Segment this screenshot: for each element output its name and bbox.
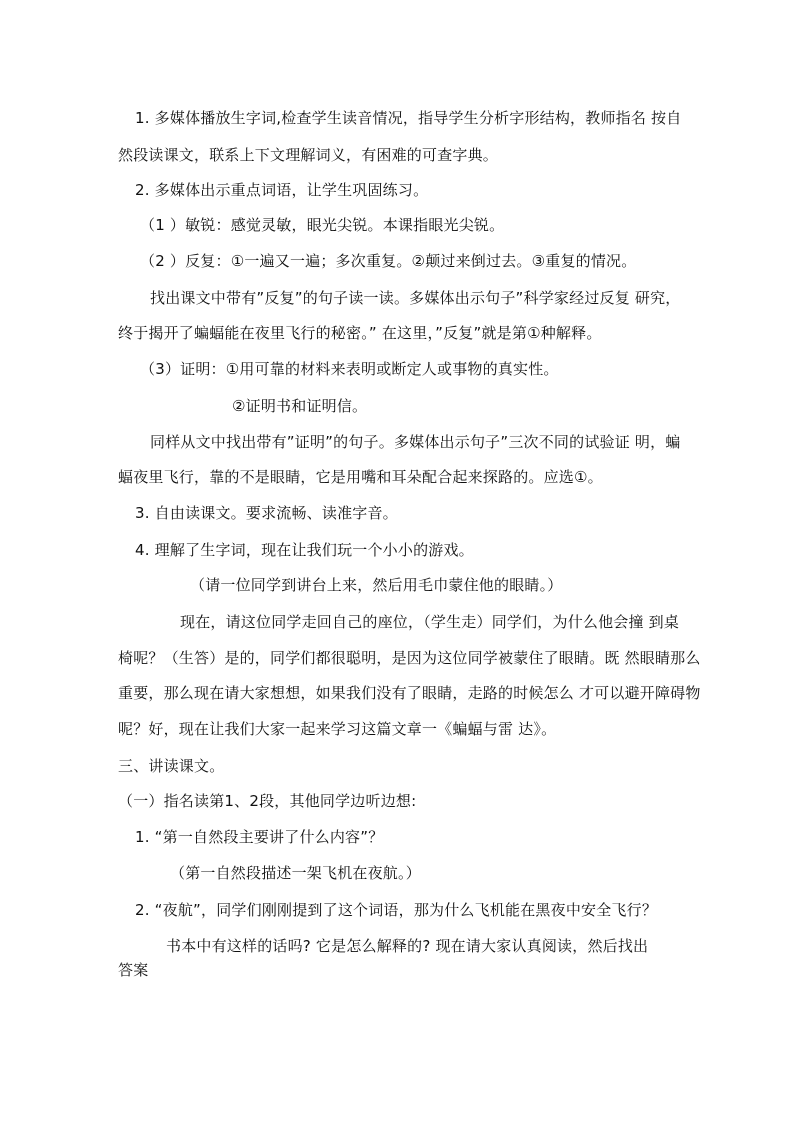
text-line: （3）证明：①用可靠的材料来表明或断定人或事物的真实性。 [140, 360, 559, 378]
text-line: 1. “第一自然段主要讲了什么内容”？ [135, 828, 384, 846]
text-line: 终于揭开了蝙蝠能在夜里飞行的秘密。” 在这里，”反复”就是第①种解释。 [118, 324, 602, 342]
text-line: 2. “夜航”，同学们刚刚提到了这个词语，那为什么飞机能在黑夜中安全飞行？ [135, 901, 658, 919]
text-line: 1. 多媒体播放生字词,检查学生读音情况，指导学生分析字形结构，教师指名 按自 [135, 109, 682, 127]
text-line: 椅呢？（生答）是的，同学们都很聪明，是因为这位同学被蒙住了眼睛。既 然眼睛那么 [118, 649, 701, 667]
text-line: 3. 自由读课文。要求流畅、读准字音。 [135, 504, 398, 522]
text-line: 呢？好，现在让我们大家一起来学习这篇文章一《蝙蝠与雷 达》。 [118, 720, 557, 738]
text-line: （一）指名读第1、2段，其他同学边听边想: [118, 792, 417, 810]
text-line: 同样从文中找出带有”证明”的句子。多媒体出示句子”三次不同的试验证 明，蝙 [150, 433, 681, 451]
text-line: ②证明书和证明信。 [232, 397, 368, 415]
text-line: 书本中有这样的话吗? 它是怎么解释的? 现在请大家认真阅读，然后找出 [166, 937, 649, 955]
text-line: 蝠夜里飞行，靠的不是眼睛，它是用嘴和耳朵配合起来探路的。应选①。 [118, 468, 603, 486]
text-line: （第一自然段描述一架飞机在夜航。） [170, 864, 421, 882]
text-line: （1 ）敏锐：感觉灵敏，眼光尖锐。本课指眼光尖锐。 [140, 216, 505, 234]
text-line: 2. 多媒体出示重点词语，让学生巩固练习。 [135, 181, 429, 199]
text-line: 重要，那么现在请大家想想，如果我们没有了眼睛，走路的时候怎么 才可以避开障碍物 [118, 684, 701, 702]
text-line: （请一位同学到讲台上来，然后用毛巾蒙住他的眼睛。） [190, 576, 563, 594]
text-line: 4. 理解了生字词，现在让我们玩一个小小的游戏。 [135, 541, 474, 559]
text-line: 然段读课文，联系上下文理解词义，有困难的可查字典。 [118, 146, 499, 164]
section-heading: 三、讲读课文。 [118, 757, 225, 775]
text-line: 找出课文中带有”反复”的句子读一读。多媒体出示句子”科学家经过反复 研究， [150, 289, 681, 307]
text-line: 答案 [118, 961, 149, 979]
text-line: （2 ）反复：①一遍又一遍；多次重复。②颠过来倒过去。③重复的情况。 [140, 252, 637, 270]
text-line: 现在，请这位同学走回自己的座位，（学生走）同学们，为什么他会撞 到桌 [180, 613, 680, 631]
